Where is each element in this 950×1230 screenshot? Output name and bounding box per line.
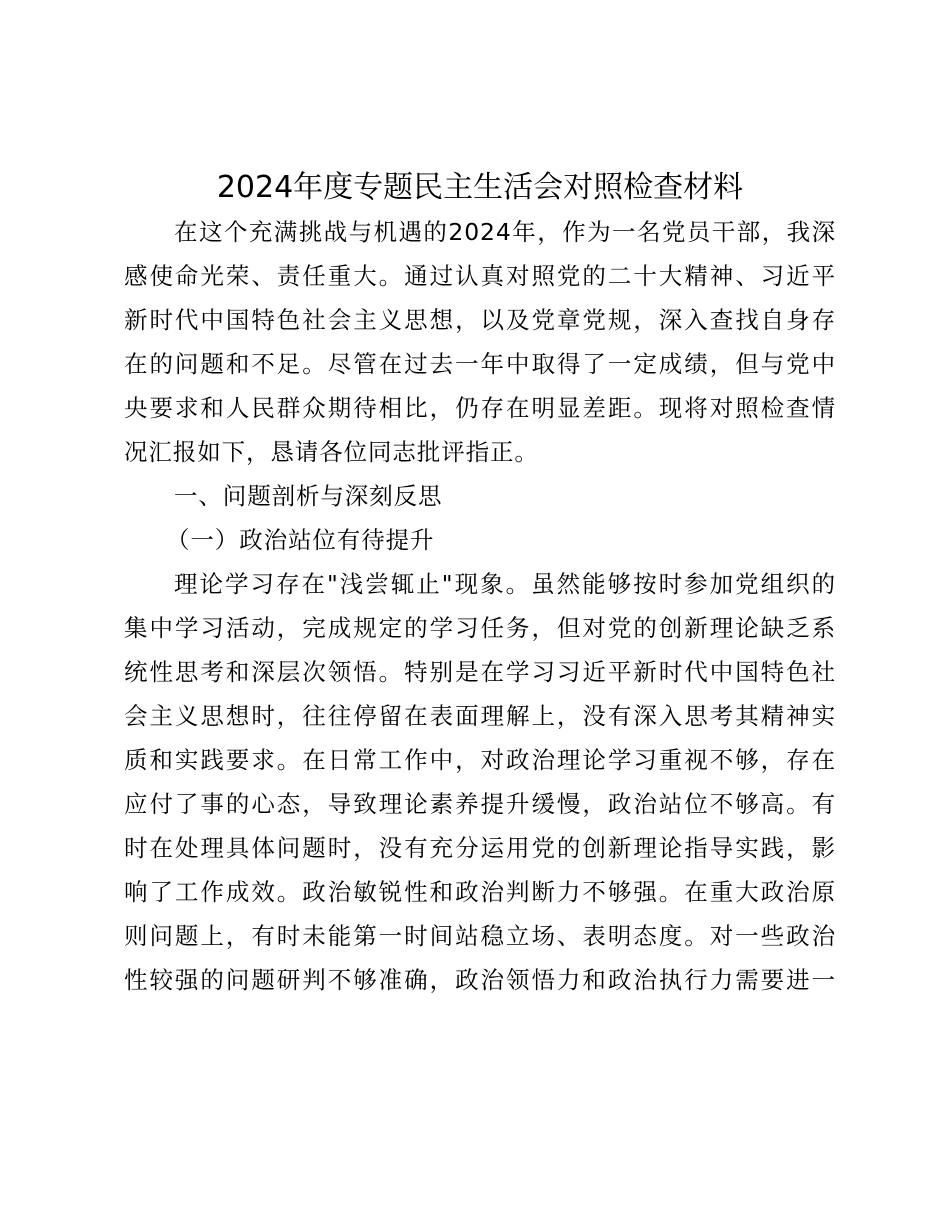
paragraph-line: 理论学习存在"浅尝辄止"现象。虽然能够按时参加党组织的 xyxy=(174,570,836,598)
paragraph-line: 统性思考和深层次领悟。特别是在学习习近平新时代中国特色社 xyxy=(124,658,836,686)
section-heading-text: 一、问题剖析与深刻反思 xyxy=(174,482,443,510)
subsection-heading xyxy=(124,518,836,562)
paragraph-line: 新时代中国特色社会主义思想，以及党章党规，深入查找自身存 xyxy=(124,306,836,334)
section-heading xyxy=(124,474,836,518)
paragraph-line: 应付了事的心态，导致理论素养提升缓慢，政治站位不够高。有 xyxy=(124,790,836,818)
document-page xyxy=(124,166,836,1002)
paragraph-line: 性较强的问题研判不够准确，政治领悟力和政治执行力需要进一 xyxy=(124,966,836,994)
intro-paragraph xyxy=(124,210,836,474)
paragraph-line: 会主义思想时，往往停留在表面理解上，没有深入思考其精神实 xyxy=(124,702,836,730)
paragraph-line: 集中学习活动，完成规定的学习任务，但对党的创新理论缺乏系 xyxy=(124,614,836,642)
paragraph-line: 响了工作成效。政治敏锐性和政治判断力不够强。在重大政治原 xyxy=(124,878,836,906)
subsection-heading-text: （一）政治站位有待提升 xyxy=(166,526,435,554)
paragraph-line: 在这个充满挑战与机遇的2024年，作为一名党员干部，我深 xyxy=(174,218,836,246)
paragraph-line: 况汇报如下，恳请各位同志批评指正。 xyxy=(124,438,539,466)
paragraph-line: 则问题上，有时未能第一时间站稳立场、表明态度。对一些政治 xyxy=(124,922,836,950)
paragraph-line: 质和实践要求。在日常工作中，对政治理论学习重视不够，存在 xyxy=(124,746,836,774)
paragraph-line: 央要求和人民群众期待相比，仍存在明显差距。现将对照检查情 xyxy=(124,394,836,422)
subsection-paragraph xyxy=(124,562,836,1002)
document-title: 2024年度专题民主生活会对照检查材料 xyxy=(216,170,744,205)
paragraph-line: 感使命光荣、责任重大。通过认真对照党的二十大精神、习近平 xyxy=(124,262,836,290)
paragraph-line: 时在处理具体问题时，没有充分运用党的创新理论指导实践，影 xyxy=(124,834,836,862)
paragraph-line: 在的问题和不足。尽管在过去一年中取得了一定成绩，但与党中 xyxy=(124,350,836,378)
